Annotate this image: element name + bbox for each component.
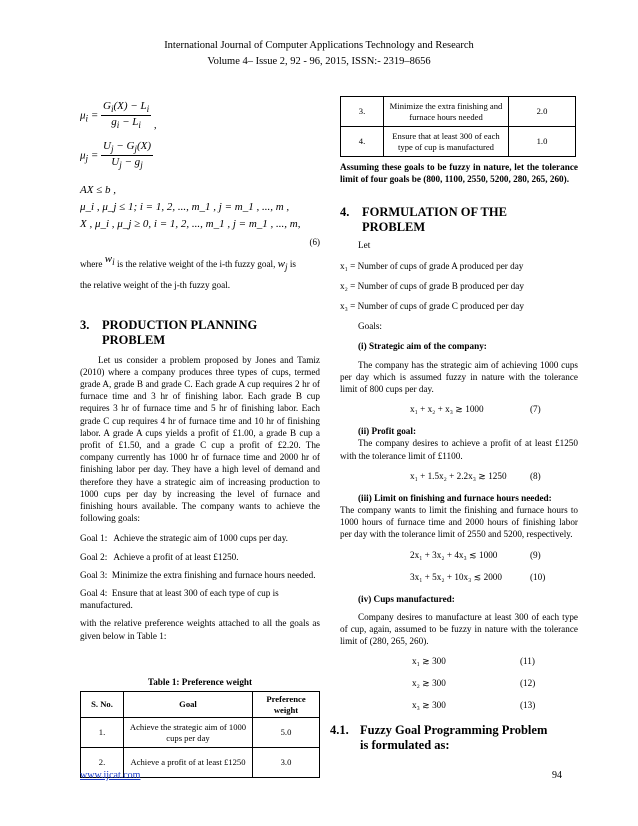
journal-title: International Journal of Computer Applications Technology and Research [164,40,474,51]
goals-label: Goals: [358,321,382,332]
equation-12: x₂ ≳ 300 (12) [412,678,536,689]
equation-8: x₁ + 1.5x₂ + 2.2x₃ ≳ 1250 (8) [410,470,541,481]
table-header: S. No. [81,692,124,718]
table-title: Table 1: Preference weight [147,676,253,687]
table-cell: 1. [81,718,124,748]
goal-item: Goal 4: Ensure that at least 300 of each type of cup is manufactured. [80,588,279,611]
goal-item: Goal 2: Achieve a profit of at least £1250. [80,551,239,562]
variable-x2: x₂ = Number of cups of grade B produced per day [340,280,524,291]
goal-4-paragraph: Company desires to manufacture at least 300 of each type of cup, again, assumed to be fuzzy in nature with the tolerance limit of (280, 265, 260). [340,611,578,647]
table-cell: 1.0 [509,127,576,157]
preference-table-continued [340,96,576,157]
table-cell: 3.0 [253,748,320,778]
table-cell: Achieve a profit of at least £1250 [124,748,253,778]
weights-intro: with the relative preference weights attached to all the goals as given below in Table 1: [80,618,320,641]
goal-item: Goal 1: Achieve the strategic aim of 1000 cups per day. [80,533,288,544]
goal-2-paragraph: The company desires to achieve a profit of at least £1250 with the tolerance limit of £1100. [340,438,578,461]
where-paragraph: where $w_i$ is the relative weight of the i-th fuzzy goal, $w_j$ is the relative weight of the j-th fuzzy goal. [80,253,296,291]
page-number: 94 [552,770,562,781]
table-header-row [81,692,320,718]
table-cell: Minimize the extra finishing and furnace hours needed [384,97,509,127]
equation-7: x₁ + x₂ + x₃ ≳ 1000 (7) [410,404,541,415]
table-cell: 2. [81,748,124,778]
goal-3-heading: (iii) Limit on finishing and furnace hours needed: [358,492,552,503]
equation-mu-i: $\mu_i$ = $\frac{G_i(X) - L_i}{g_i - L_i}$ , [80,100,157,132]
table-cell: Achieve the strategic aim of 1000 cups per day [124,718,253,748]
table-row [341,97,576,127]
table-cell: 5.0 [253,718,320,748]
equation-constraint-ax: AX ≤ b , [80,184,116,196]
journal-website-link[interactable]: www.ijcat.com [80,770,141,781]
variable-x3: x₃ = Number of cups of grade C produced per day [340,301,524,312]
goal-item: Goal 3: Minimize the extra finishing and furnace hours needed. [80,569,316,580]
goal-1-heading: (i) Strategic aim of the company: [358,341,487,352]
equation-10: 3x₁ + 5x₂ + 10x₃ ≲ 2000 (10) [410,571,546,582]
goal-list [80,532,320,611]
left-column [80,90,320,778]
goal-3-paragraph: The company wants to limit the finishing and furnace hours to 1000 hours of furnace time and 2000 hours of finishing labor per day with the tolerance limit of 2550 and 5200, respectively. [340,505,578,540]
equation-9: 2x₁ + 3x₂ + 4x₃ ≲ 1000 (9) [410,549,541,560]
section-4-heading: 4. FORMULATION OF THE PROBLEM [340,205,507,235]
table-cell: Ensure that at least 300 of each type of cup is manufactured [384,127,509,157]
table-cell: 2.0 [509,97,576,127]
goal-1-paragraph: The company has the strategic aim of achieving 1000 cups per day which is assumed fuzzy in nature with the tolerance limit of 800 cups per day. [340,359,578,395]
equation-number: (6) [309,237,320,247]
section-3-paragraph: Let us consider a problem proposed by Jones and Tamiz (2010) where a company produces three types of cups, termed grade A, grade B and grade C. Each grade A cup requires 2 hr of furnace time and 3 hr of finishing labor. Each grade B cup requires 3 hr of furnace time and 5 hr of finishing labor. Each grade C cup requires 4 hr of furnace time and 10 hr of finishing labor. A grade A cups yields a profit of £1.00, a grade B cup a profit of £1.50, and a grade C cup a profit of £2.20. The company currently has 1000 hr of furnace time and 2000 hr of finishing labor per day. They have a high level of demand and therefore they have a strategic aim of increasing production to 1000 cups per day by increasing the level of furnace and finishing hours available. The company wants to achieve the following goals: [80,354,320,524]
journal-volume: Volume 4– Issue 2, 92 - 96, 2015, ISSN:- 2319–8656 [207,56,431,67]
table-header: Goal [124,692,253,718]
table-row [81,718,320,748]
goal-4-heading: (iv) Cups manufactured: [358,593,455,604]
table-row [341,127,576,157]
table-cell: 3. [341,97,384,127]
section-4-1-heading: 4.1. Fuzzy Goal Programming Problem is formulated as: [330,723,548,753]
table-cell: 4. [341,127,384,157]
goal-2-heading: (ii) Profit goal: [358,426,417,437]
equation-block [80,90,320,250]
section-3-heading: 3. PRODUCTION PLANNING PROBLEM [80,317,258,347]
equation-constraint-nonneg: X , μ_i , μ_j ≥ 0, i = 1, 2, ..., m_1 , j = m_1 , ..., m, [80,218,301,230]
table-header: Preference weight [253,692,320,718]
right-column [330,96,578,753]
preference-table [80,691,320,778]
let-label: Let [358,240,371,251]
equation-11: x₁ ≳ 300 (11) [412,656,535,667]
assumption-paragraph: Assuming these goals to be fuzzy in nature, let the tolerance limit of four goals be (800, 1100, 2550, 5200, 280, 265, 260). [340,162,578,185]
variable-x1: x₁ = Number of cups of grade A produced per day [340,260,524,271]
equation-mu-j: $\mu_j$ = $\frac{U_j - G_j(X)}{U_j - g_j}$ [80,140,151,171]
equation-constraint-mu: μ_i , μ_j ≤ 1; i = 1, 2, ..., m_1 , j = m_1 , ..., m , [80,201,290,213]
equation-13: x₃ ≳ 300 (13) [412,700,536,711]
